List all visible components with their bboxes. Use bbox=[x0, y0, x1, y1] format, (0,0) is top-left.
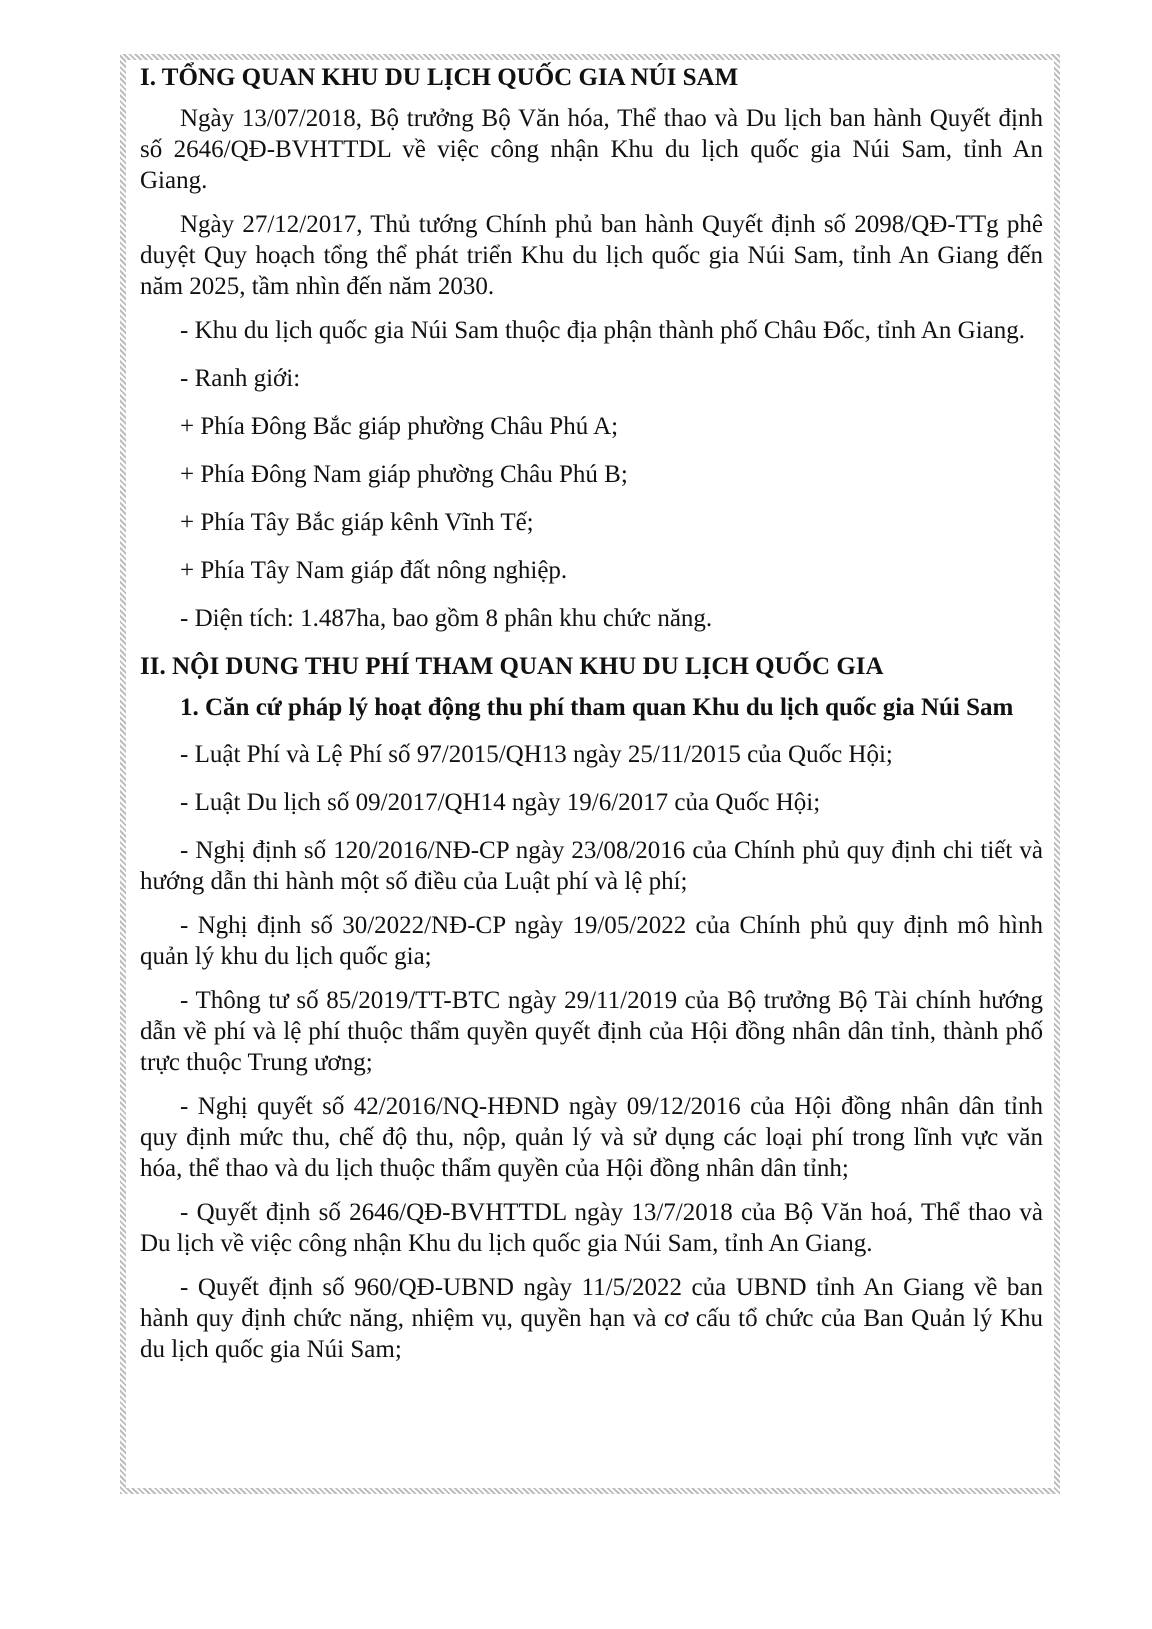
legal-basis-item: - Nghị định số 120/2016/NĐ-CP ngày 23/08/2016 của Chính phủ quy định chi tiết và hướng dẫn thi hành một số điều của Luật phí và lệ phí; bbox=[140, 837, 1043, 895]
boundary-southeast: + Phía Đông Nam giáp phường Châu Phú B; bbox=[180, 461, 628, 488]
legal-basis-item: - Nghị quyết số 42/2016/NQ-HĐND ngày 09/12/2016 của Hội đồng nhân dân tỉnh quy định mức thu, chế độ thu, nộp, quản lý và sử dụng các loại phí trong lĩnh vực văn hóa, thể thao và du lịch thuộc thẩm quyền của Hội đồng nhân dân tỉnh; bbox=[140, 1093, 1043, 1182]
paragraph-decision-2098: Ngày 27/12/2017, Thủ tướng Chính phủ ban hành Quyết định số 2098/QĐ-TTg phê duyệt Quy hoạch tổng thể phát triển Khu du lịch quốc gia Núi Sam, tỉnh An Giang đến năm 2025, tầm nhìn đến năm 2030. bbox=[140, 211, 1043, 300]
legal-basis-item: - Luật Phí và Lệ Phí số 97/2015/QH13 ngày 25/11/2015 của Quốc Hội; bbox=[180, 741, 893, 768]
legal-basis-item: - Nghị định số 30/2022/NĐ-CP ngày 19/05/2022 của Chính phủ quy định mô hình quản lý khu du lịch quốc gia; bbox=[140, 912, 1043, 970]
paragraph-decision-2646: Ngày 13/07/2018, Bộ trưởng Bộ Văn hóa, Thể thao và Du lịch ban hành Quyết định số 2646/QĐ-BVHTTDL về việc công nhận Khu du lịch quốc gia Núi Sam, tỉnh An Giang. bbox=[140, 105, 1043, 194]
boundary-northeast: + Phía Đông Bắc giáp phường Châu Phú A; bbox=[180, 413, 619, 440]
legal-basis-item: - Thông tư số 85/2019/TT-BTC ngày 29/11/2019 của Bộ trưởng Bộ Tài chính hướng dẫn về phí và lệ phí thuộc thẩm quyền quyết định của Hội đồng nhân dân tỉnh, thành phố trực thuộc Trung ương; bbox=[140, 987, 1043, 1076]
section-2-subheading: 1. Căn cứ pháp lý hoạt động thu phí tham quan Khu du lịch quốc gia Núi Sam bbox=[180, 694, 1014, 721]
boundary-northwest: + Phía Tây Bắc giáp kênh Vĩnh Tế; bbox=[180, 509, 534, 536]
paragraph-location: - Khu du lịch quốc gia Núi Sam thuộc địa phận thành phố Châu Đốc, tỉnh An Giang. bbox=[180, 317, 1026, 344]
section-2-heading: II. NỘI DUNG THU PHÍ THAM QUAN KHU DU LỊCH QUỐC GIA bbox=[140, 653, 884, 680]
boundary-label: - Ranh giới: bbox=[180, 365, 301, 392]
legal-basis-item: - Quyết định số 2646/QĐ-BVHTTDL ngày 13/7/2018 của Bộ Văn hoá, Thể thao và Du lịch về việc công nhận Khu du lịch quốc gia Núi Sam, tỉnh An Giang. bbox=[140, 1199, 1043, 1257]
section-1-heading: I. TỔNG QUAN KHU DU LỊCH QUỐC GIA NÚI SAM bbox=[140, 64, 739, 91]
area-statement: - Diện tích: 1.487ha, bao gồm 8 phân khu chức năng. bbox=[180, 605, 713, 632]
legal-basis-item: - Luật Du lịch số 09/2017/QH14 ngày 19/6/2017 của Quốc Hội; bbox=[180, 789, 821, 816]
legal-basis-item: - Quyết định số 960/QĐ-UBND ngày 11/5/2022 của UBND tỉnh An Giang về ban hành quy định chức năng, nhiệm vụ, quyền hạn và cơ cấu tổ chức của Ban Quản lý Khu du lịch quốc gia Núi Sam; bbox=[140, 1274, 1043, 1363]
document-body bbox=[140, 62, 1043, 1378]
boundary-southwest: + Phía Tây Nam giáp đất nông nghiệp. bbox=[180, 557, 568, 584]
